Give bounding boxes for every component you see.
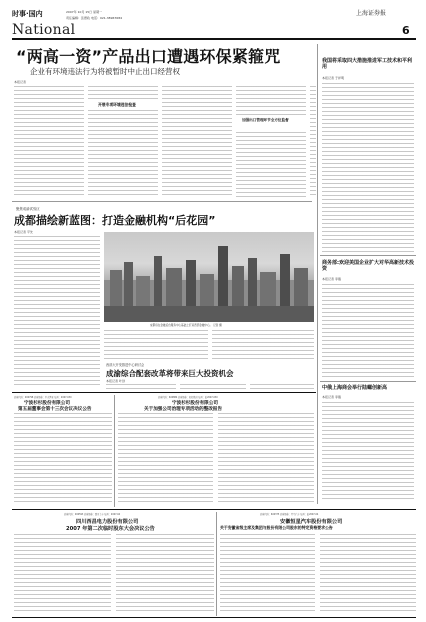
notice-4-text-a [220, 534, 315, 614]
lead-column-4 [236, 132, 306, 198]
lead-section-head-2: 加强出口管理环节全方位监督 [242, 118, 289, 122]
notice-4-text-b [320, 534, 416, 614]
notice-3-title: 2007 年第二次临时股东大会决议公告 [66, 526, 155, 532]
skyline-illustration [104, 232, 314, 322]
notice-1 [14, 395, 112, 507]
lead-bottom-rule [12, 201, 312, 202]
feature-byline: 本报记者 平先 [14, 230, 33, 234]
seminar-kicker: 西部大开发推进中心研讨会 [106, 363, 145, 367]
notice-1-code: 证券代码：000798 证券简称：中水渔业 编号：2007-030 [14, 396, 72, 399]
city-skyline-photo [104, 232, 314, 322]
right-story-1-text [322, 83, 414, 253]
editor-info: 责任编辑：张德政 电话：021-38967684 [66, 16, 123, 20]
notice-2-title: 关于加强公司治理专项活动的整改报告 [144, 407, 223, 412]
notice-3-company: 四川西昌电力股份有限公司 [76, 519, 139, 525]
notice-divider-2 [216, 512, 217, 616]
notice-2-code: 证券代码：600884 证券简称：杉杉股份 编号：临2007-030 [158, 396, 218, 399]
notice-2 [118, 395, 314, 507]
right-item2-title: 商务部:欢迎美国企业扩大对华高新技术投资 [322, 260, 415, 273]
lead-column-3 [162, 86, 232, 198]
notices-mid-rule [12, 509, 416, 510]
feature-kicker: 聚焦成渝试验区 [16, 207, 40, 211]
notice-2-text-a [118, 413, 213, 505]
feature-column-1 [14, 236, 100, 386]
masthead-rule [12, 38, 416, 40]
notice-3-code: 证券代码：000593 证券简称：四川美丰 编号：2007-04 [64, 513, 121, 516]
issue-date: 2007年 10月 15日 星期一 [66, 10, 103, 14]
section-title-cn: 时事·国内 [12, 10, 43, 18]
notice-4-title: 关于安徽省级主席及集团与股份有限公司股东的特定资格要求公告 [220, 525, 333, 530]
paper-name: 上海证券报 [356, 10, 387, 17]
lead-headline: “两高一资”产品出口遭遇环保紧箍咒 [16, 47, 281, 66]
right-story-3-text [322, 402, 414, 502]
photo-caption: 成都将在金融后台服务中心基础上打造西部金融中心。 记者 摄 [150, 324, 222, 327]
right-item3-byline: 本报记者 李雁 [322, 395, 341, 399]
notice-divider-1 [114, 395, 115, 507]
notice-2-text-b [218, 413, 314, 505]
right-item3-title: 中俄上海商会举行陆螺创新高 [322, 385, 388, 391]
right-rule-1 [320, 255, 416, 256]
notice-3 [14, 512, 214, 616]
seminar-column-2 [180, 384, 246, 390]
right-story-2-text [322, 284, 414, 378]
feature-column-3 [212, 330, 314, 360]
lead-column-1 [14, 86, 84, 198]
notice-1-text [14, 413, 112, 505]
right-column-divider [317, 44, 318, 504]
lead-subhead: 企业有环境违法行为将被暂时中止出口经营权 [30, 67, 180, 76]
notice-1-title: 第五届董事会第十三次会议决议公告 [18, 407, 92, 412]
notices-top-rule [12, 392, 316, 393]
notice-4-code: 证券代码：600375 证券简称：星马汽车 编号：临2007-04 [260, 513, 319, 516]
page-number: 6 [402, 24, 410, 37]
seminar-column-3 [250, 384, 314, 390]
notice-2-company: 宁波杉杉股份有限公司 [172, 401, 218, 406]
notice-4 [220, 512, 416, 616]
lead-column-5 [310, 86, 316, 198]
right-headline: 我国将采取四大措施推进军工技术和平利用 [322, 58, 413, 71]
seminar-byline: 本报记者 叶剑 [106, 379, 125, 383]
lead-byline: 本报记者 [14, 80, 27, 84]
lead-column-2b [88, 110, 158, 198]
feature-headline: 成都描绘新蓝图：打造金融机构“后花园” [14, 214, 216, 227]
right-byline: 本报记者 于祥明 [322, 76, 344, 80]
lead-column-2 [88, 86, 158, 100]
section-title-en: National [12, 22, 76, 38]
notice-3-text-b [116, 534, 214, 614]
notice-3-text-a [14, 534, 111, 614]
page-bottom-rule [12, 617, 416, 618]
right-rule-2 [320, 381, 416, 382]
right-item2-byline: 本报记者 李雁 [322, 277, 341, 281]
lead-column-4a [236, 86, 306, 116]
seminar-headline: 成渝综合配套改革将带来巨大投资机会 [106, 369, 234, 378]
feature-column-2 [104, 330, 208, 360]
seminar-column-1 [106, 384, 176, 390]
notice-1-company: 宁波杉杉股份有限公司 [24, 401, 70, 406]
notice-4-company: 安徽恒星汽车股份有限公司 [280, 519, 343, 525]
lead-section-head: 开展专项环境违法检查 [98, 102, 136, 107]
